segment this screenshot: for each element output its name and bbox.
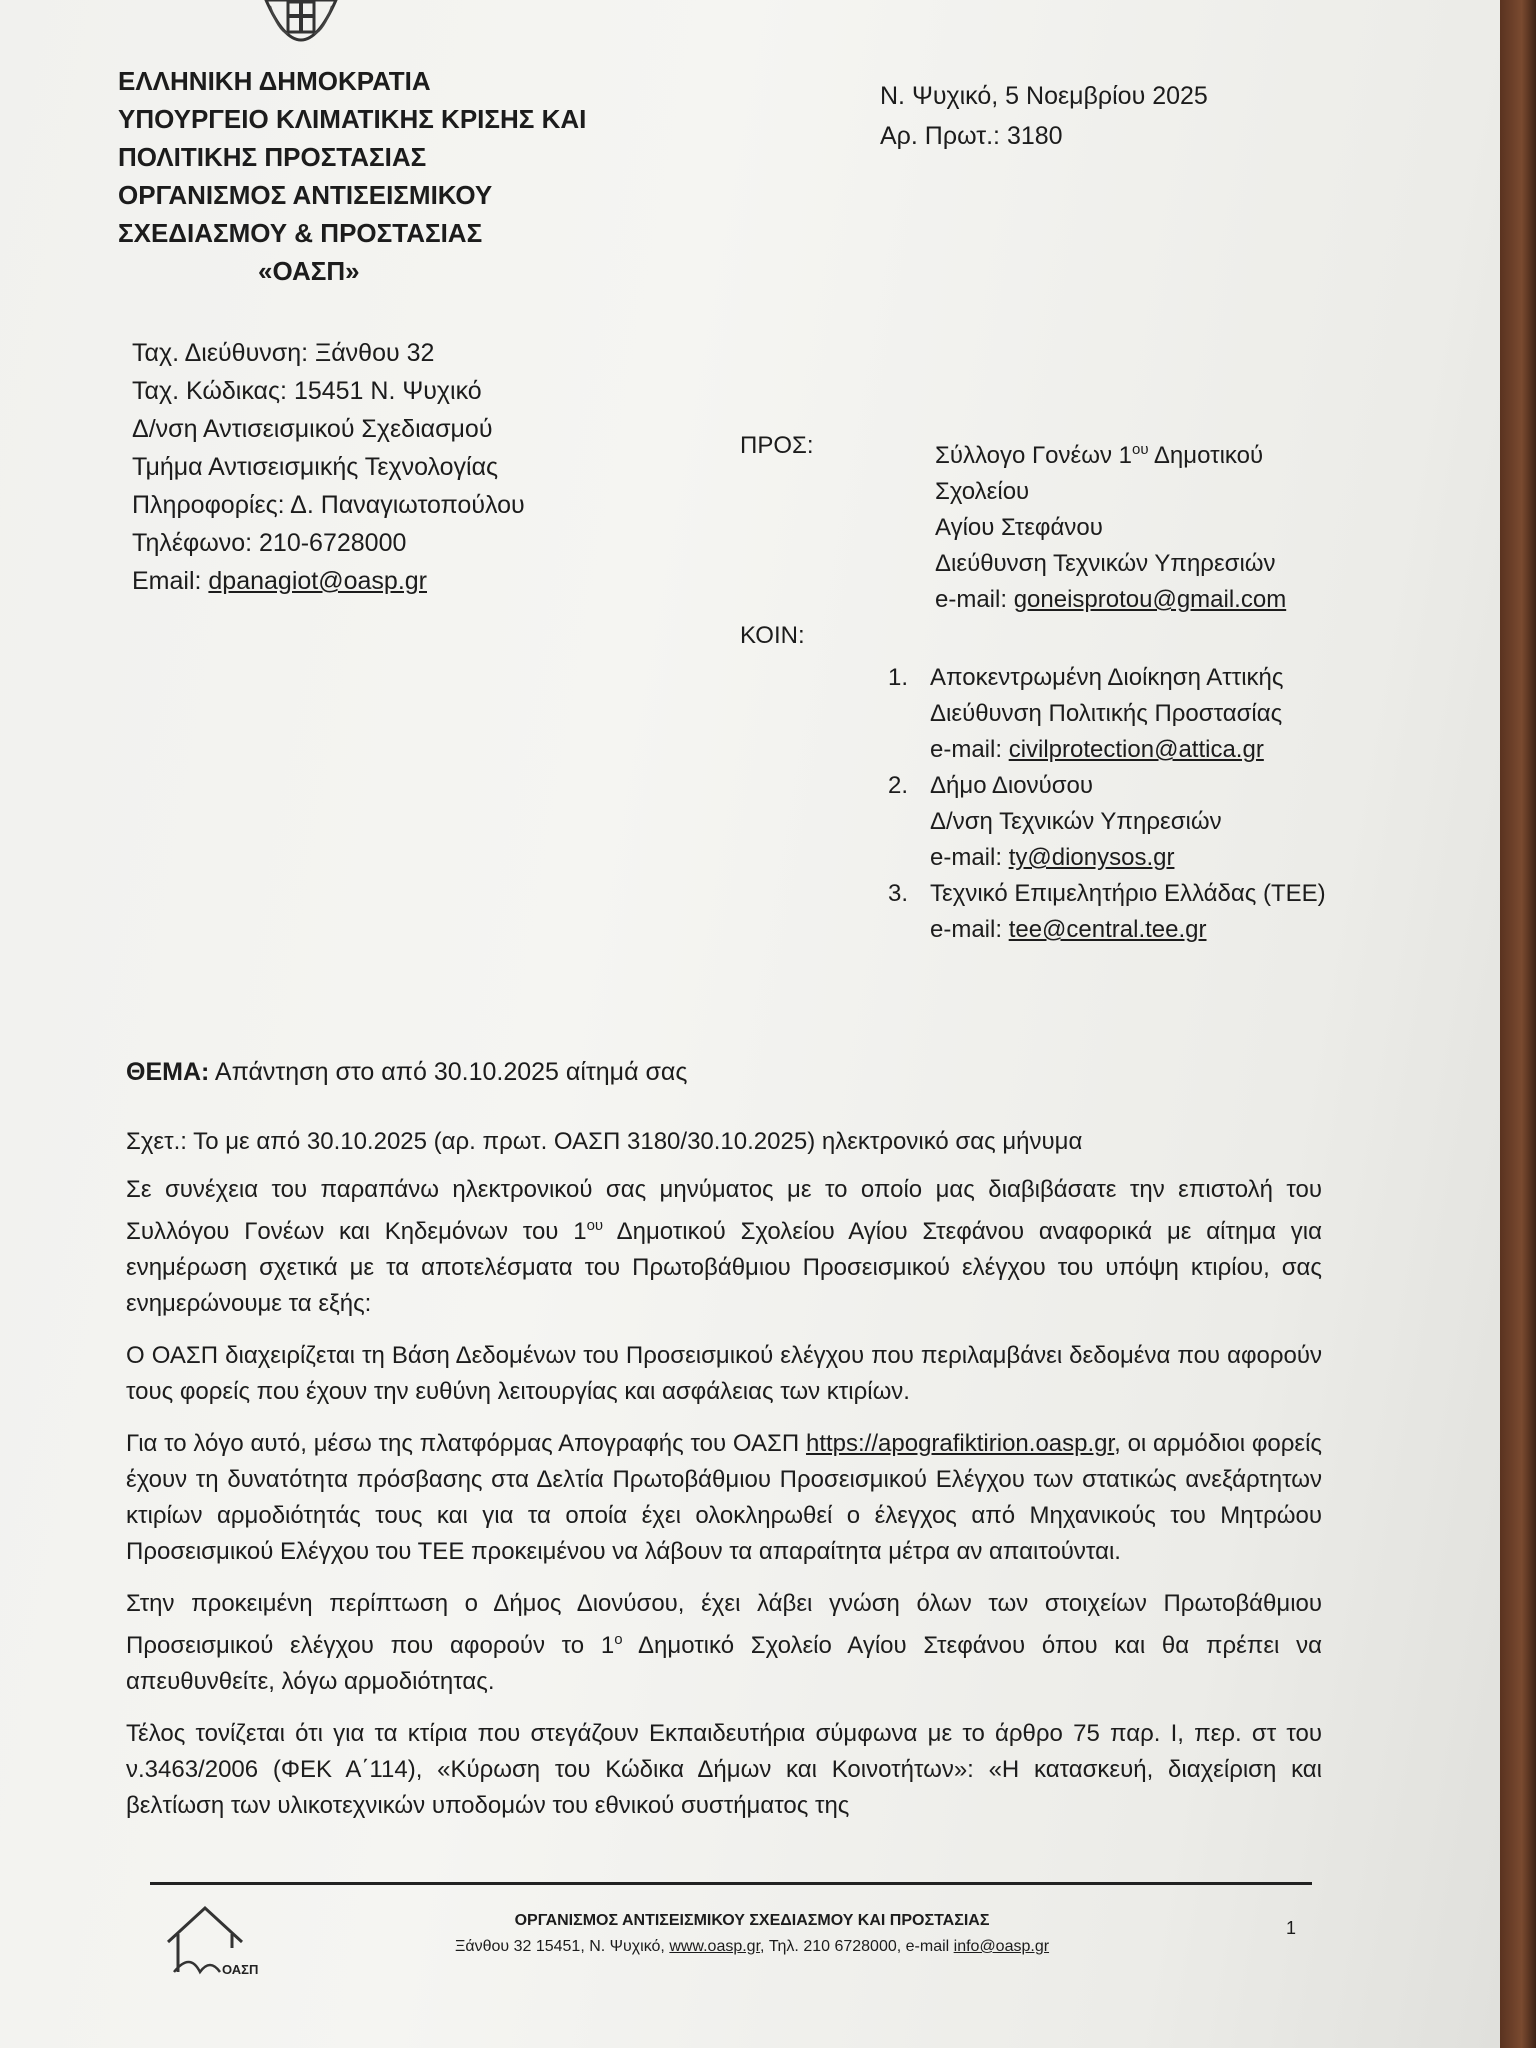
header-line: ΣΧΕΔΙΑΣΜΟΥ & ΠΡΟΣΤΑΣΙΑΣ <box>118 218 483 248</box>
recipient-label: ΠΡΟΣ: <box>740 432 814 459</box>
footer-org: ΟΡΓΑΝΙΣΜΟΣ ΑΝΤΙΣΕΙΣΜΙΚΟΥ ΣΧΕΔΙΑΣΜΟΥ ΚΑΙ ΠΡΟΣΤΑΣΙΑΣ <box>514 1912 990 1929</box>
paragraph: Τέλος τονίζεται ότι για τα κτίρια που στεγάζουν Εκπαιδευτήρια σύμφωνα με το άρθρο 75 παρ. Ι, περ. στ του ν.3463/2006 (ΦΕΚ Α΄114), «Κύρωση του Κώδικα Δήμων και Κοινοτήτων»: «Η κατασκευή, διαχείριση και βελτίωση των υλικοτεχνικών υποδομών του εθνικού συστήματος της <box>126 1720 1322 1819</box>
footer-divider <box>150 1882 1312 1885</box>
address-info: Πληροφορίες: Δ. Παναγιωτοπούλου <box>132 491 525 519</box>
recipient-line: Αγίου Στεφάνου <box>935 514 1103 541</box>
koin-email-link[interactable]: tee@central.tee.gr <box>1008 916 1207 943</box>
paragraph: Για το λόγο αυτό, μέσω της πλατφόρμας Απογραφής του ΟΑΣΠ https://apografiktirion.oasp.gr, οι αρμόδιοι φορείς έχουν τη δυνατότητα πρόσβασης στα Δελτία Πρωτοβάθμιου Προσεισμικού Ελέγχου των στατικώς ανεξάρτητων κτιρίων αρμοδιότητάς τους και για τα οποία έχει ολοκληρωθεί ο έλεγχος από Μηχανικούς του Μητρώου Προσεισμικού Ελέγχου του ΤΕΕ προκειμένου να λάβουν τα απαραίτητα μέτρα αν απαιτούνται. <box>126 1430 1322 1565</box>
list-item: 3. Τεχνικό Επιμελητήριο Ελλάδας (ΤΕΕ) e-mail: tee@central.tee.gr <box>888 880 1326 943</box>
koin-label: ΚΟΙΝ: <box>740 622 805 649</box>
subject-text: Απάντηση στο από 30.10.2025 αίτημά σας <box>209 1058 688 1086</box>
header-line: ΥΠΟΥΡΓΕΙΟ ΚΛΙΜΑΤΙΚΗΣ ΚΡΙΣΗΣ ΚΑΙ <box>118 104 587 134</box>
koin-email-link[interactable]: civilprotection@attica.gr <box>1008 736 1264 763</box>
recipient-line: Σύλλογο Γονέων $1^{o\upsilon}$ Δημοτικού <box>935 441 1264 469</box>
koin-email-link[interactable]: ty@dionysos.gr <box>1008 844 1175 871</box>
recipient-line: Σχολείου <box>935 478 1030 505</box>
address-department: Τμήμα Αντισεισμικής Τεχνολογίας <box>132 453 499 481</box>
footer-email-link[interactable]: info@oasp.gr <box>953 1938 1050 1955</box>
recipient-line: Διεύθυνση Τεχνικών Υπηρεσιών <box>935 550 1276 577</box>
footer <box>372 1908 1132 1960</box>
address-postal: Ταχ. Κώδικας: 15451 Ν. Ψυχικό <box>132 377 482 405</box>
document-date: Ν. Ψυχικό, 5 Νοεμβρίου 2025 <box>880 82 1208 110</box>
recipient-block <box>935 432 1286 618</box>
subject-line <box>126 1058 687 1087</box>
relevant-line: Σχετ.: Το με από 30.10.2025 (αρ. πρωτ. ΟΑΣΠ 3180/30.10.2025) ηλεκτρονικό σας μήνυμα <box>126 1128 1083 1155</box>
koin-list <box>888 660 1326 948</box>
address-email-row <box>132 562 525 600</box>
address-phone: Τηλέφωνο: 210-6728000 <box>132 529 407 557</box>
background-edge <box>1500 0 1536 2048</box>
website-link[interactable]: www.oasp.gr <box>669 1938 761 1955</box>
header-line: ΕΛΛΗΝΙΚΗ ΔΗΜΟΚΡΑΤΙΑ <box>118 66 431 96</box>
recipient-email-link[interactable]: goneisprotou@gmail.com <box>1013 586 1287 613</box>
protocol-number: Αρ. Πρωτ.: 3180 <box>880 122 1063 150</box>
recipient-email-row: e-mail: goneisprotou@gmail.com <box>935 586 1287 613</box>
header-acronym: «ΟΑΣΠ» <box>258 256 360 286</box>
header-line: ΠΟΛΙΤΙΚΗΣ ΠΡΟΣΤΑΣΙΑΣ <box>118 142 427 172</box>
issuer-header <box>118 62 598 290</box>
email-label: Email: <box>132 567 209 595</box>
greek-emblem-icon <box>258 0 344 48</box>
footer-contact: Ξάνθου 32 15451, Ν. Ψυχικό, www.oasp.gr, Τηλ. 210 6728000, e-mail info@oasp.gr <box>454 1938 1050 1955</box>
subject-label: ΘΕΜΑ: <box>126 1058 210 1086</box>
letter-body <box>126 1124 1322 1840</box>
sender-email-link[interactable]: dpanagiot@oasp.gr <box>208 567 427 595</box>
address-directorate: Δ/νση Αντισεισμικού Σχεδιασμού <box>132 415 493 443</box>
paragraph: Ο ΟΑΣΠ διαχειρίζεται τη Βάση Δεδομένων του Προσεισμικού ελέγχου που περιλαμβάνει δεδομένα που αφορούν τους φορείς που έχουν την ευθύνη λειτουργίας και ασφάλειας των κτιρίων. <box>126 1342 1322 1405</box>
page-number: 1 <box>1286 1918 1297 1938</box>
header-line: ΟΡΓΑΝΙΣΜΟΣ ΑΝΤΙΣΕΙΣΜΙΚΟΥ <box>118 180 493 210</box>
list-item: 1. Αποκεντρωμένη Διοίκηση Αττικής Διεύθυνση Πολιτικής Προστασίας e-mail: civilprotection@attica.gr <box>888 664 1284 763</box>
list-item: 2. Δήμο Διονύσου Δ/νση Τεχνικών Υπηρεσιών e-mail: ty@dionysos.gr <box>888 772 1222 871</box>
address-street: Ταχ. Διεύθυνση: Ξάνθου 32 <box>132 339 435 367</box>
sender-address <box>132 334 525 600</box>
paragraph: Σε συνέχεια του παραπάνω ηλεκτρονικού σας μηνύματος με το οποίο μας διαβιβάσατε την επιστολή του Συλλόγου Γονέων και Κηδεμόνων του $1^{o\upsilon}$ Δημοτικού Σχολείου Αγίου Στεφάνου αναφορικά με αίτημα για ενημέρωση σχετικά με τα αποτελέσματα του Πρωτοβάθμιου Προσεισμικού ελέγχου του υπόψη κτιρίου, σας ενημερώνουμε τα εξής: <box>126 1176 1322 1317</box>
logo-text: ΟΑΣΠ <box>222 1962 259 1977</box>
oasp-logo-icon <box>160 1902 270 1982</box>
date-protocol <box>880 76 1208 156</box>
paragraph: Στην προκειμένη περίπτωση ο Δήμος Διονύσου, έχει λάβει γνώση όλων των στοιχείων Πρωτοβάθμιου Προσεισμικού ελέγχου που αφορούν το $1^o$ Δημοτικό Σχολείο Αγίου Στεφάνου όπου και θα πρέπει να απευθυνθείτε, λόγω αρμοδιότητας. <box>126 1590 1322 1695</box>
platform-link[interactable]: https://apografiktirion.oasp.gr <box>805 1430 1115 1457</box>
